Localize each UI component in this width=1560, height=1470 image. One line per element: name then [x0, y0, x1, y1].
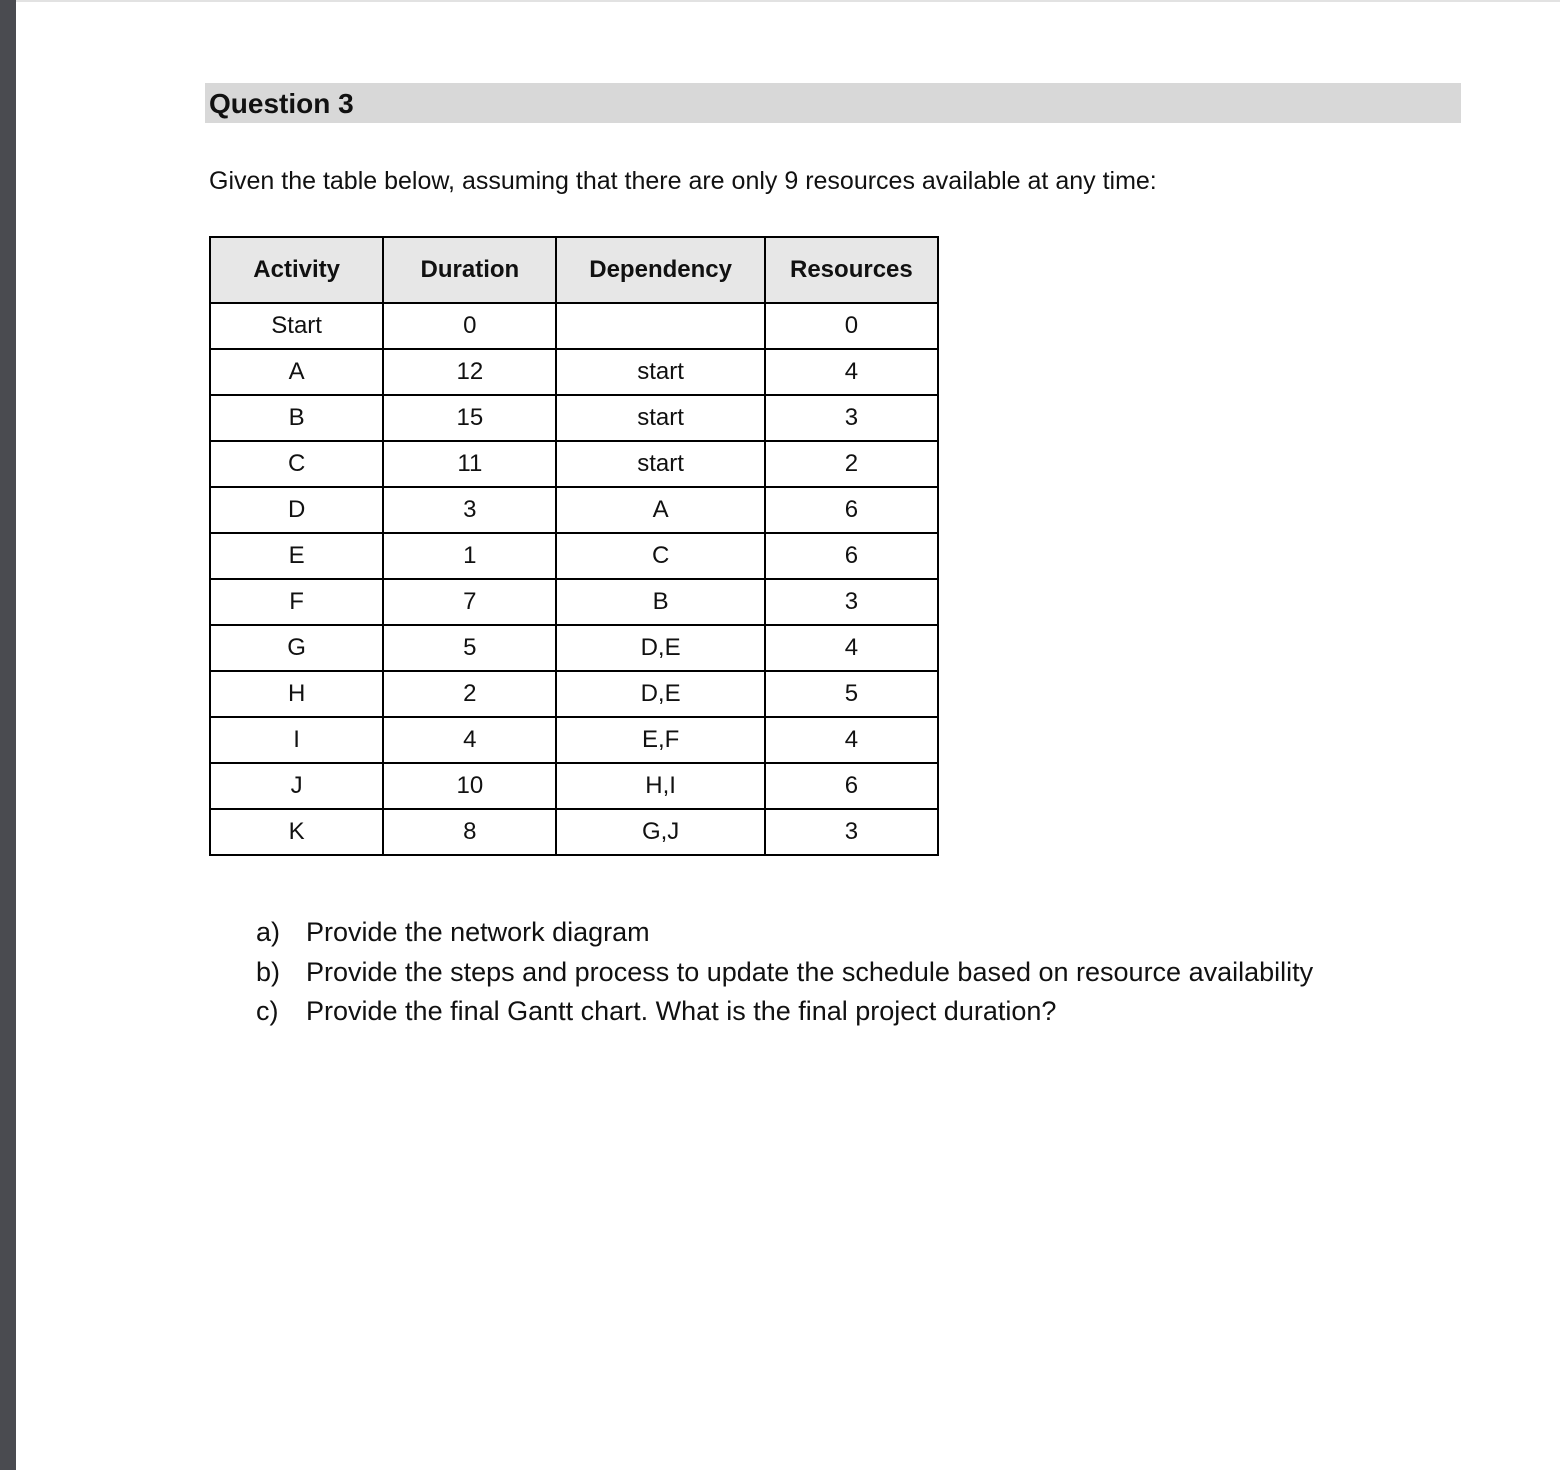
cell-resources: 3 — [765, 395, 938, 441]
question-intro: Given the table below, assuming that there are only 9 resources available at any time: — [209, 167, 1157, 195]
cell-duration: 5 — [383, 625, 556, 671]
table-header-row — [210, 237, 938, 303]
cell-resources: 4 — [765, 717, 938, 763]
cell-dependency: D,E — [556, 625, 764, 671]
cell-resources: 6 — [765, 763, 938, 809]
question-title: Question 3 — [209, 88, 354, 119]
table-row — [210, 671, 938, 717]
cell-duration: 15 — [383, 395, 556, 441]
cell-activity: B — [210, 395, 383, 441]
cell-activity: F — [210, 579, 383, 625]
table-row — [210, 303, 938, 349]
activity-table — [209, 236, 939, 856]
cell-duration: 10 — [383, 763, 556, 809]
cell-duration: 8 — [383, 809, 556, 855]
cell-duration: 0 — [383, 303, 556, 349]
task-item-a — [256, 913, 1313, 953]
cell-activity: E — [210, 533, 383, 579]
cell-dependency: A — [556, 487, 764, 533]
cell-dependency: start — [556, 395, 764, 441]
header-dependency: Dependency — [556, 237, 764, 303]
cell-dependency — [556, 303, 764, 349]
table-row — [210, 717, 938, 763]
task-text: Provide the steps and process to update the schedule based on resource availability — [306, 956, 1314, 987]
cell-dependency: C — [556, 533, 764, 579]
task-text: Provide the final Gantt chart. What is the final project duration? — [306, 996, 1057, 1026]
cell-duration: 12 — [383, 349, 556, 395]
task-marker: a) — [256, 917, 281, 947]
header-activity: Activity — [210, 237, 383, 303]
cell-resources: 0 — [765, 303, 938, 349]
table-row — [210, 441, 938, 487]
task-item-b — [256, 953, 1313, 993]
table-row — [210, 533, 938, 579]
table-row — [210, 763, 938, 809]
header-duration: Duration — [383, 237, 556, 303]
table-row — [210, 809, 938, 855]
cell-dependency: G,J — [556, 809, 764, 855]
cell-activity: K — [210, 809, 383, 855]
cell-activity: H — [210, 671, 383, 717]
cell-duration: 2 — [383, 671, 556, 717]
table-row — [210, 349, 938, 395]
task-marker: c) — [256, 996, 279, 1026]
cell-duration: 7 — [383, 579, 556, 625]
question-heading-bar — [205, 83, 1461, 123]
table-row — [210, 625, 938, 671]
cell-resources: 2 — [765, 441, 938, 487]
cell-activity: C — [210, 441, 383, 487]
cell-activity: Start — [210, 303, 383, 349]
cell-duration: 3 — [383, 487, 556, 533]
cell-activity: G — [210, 625, 383, 671]
cell-dependency: H,I — [556, 763, 764, 809]
cell-dependency: start — [556, 349, 764, 395]
cell-duration: 11 — [383, 441, 556, 487]
cell-dependency: D,E — [556, 671, 764, 717]
cell-activity: J — [210, 763, 383, 809]
window-left-edge — [0, 0, 16, 1470]
cell-activity: D — [210, 487, 383, 533]
table-row — [210, 579, 938, 625]
cell-dependency: B — [556, 579, 764, 625]
cell-resources: 5 — [765, 671, 938, 717]
cell-duration: 4 — [383, 717, 556, 763]
table-row — [210, 395, 938, 441]
cell-dependency: E,F — [556, 717, 764, 763]
cell-resources: 6 — [765, 487, 938, 533]
cell-resources: 3 — [765, 579, 938, 625]
cell-activity: A — [210, 349, 383, 395]
table-row — [210, 487, 938, 533]
task-text: Provide the network diagram — [306, 917, 650, 947]
cell-dependency: start — [556, 441, 764, 487]
task-item-c — [256, 992, 1313, 1032]
cell-resources: 4 — [765, 625, 938, 671]
cell-activity: I — [210, 717, 383, 763]
task-marker: b) — [256, 956, 281, 987]
cell-duration: 1 — [383, 533, 556, 579]
header-resources: Resources — [765, 237, 938, 303]
cell-resources: 4 — [765, 349, 938, 395]
cell-resources: 6 — [765, 533, 938, 579]
task-list — [256, 913, 1313, 1032]
cell-resources: 3 — [765, 809, 938, 855]
